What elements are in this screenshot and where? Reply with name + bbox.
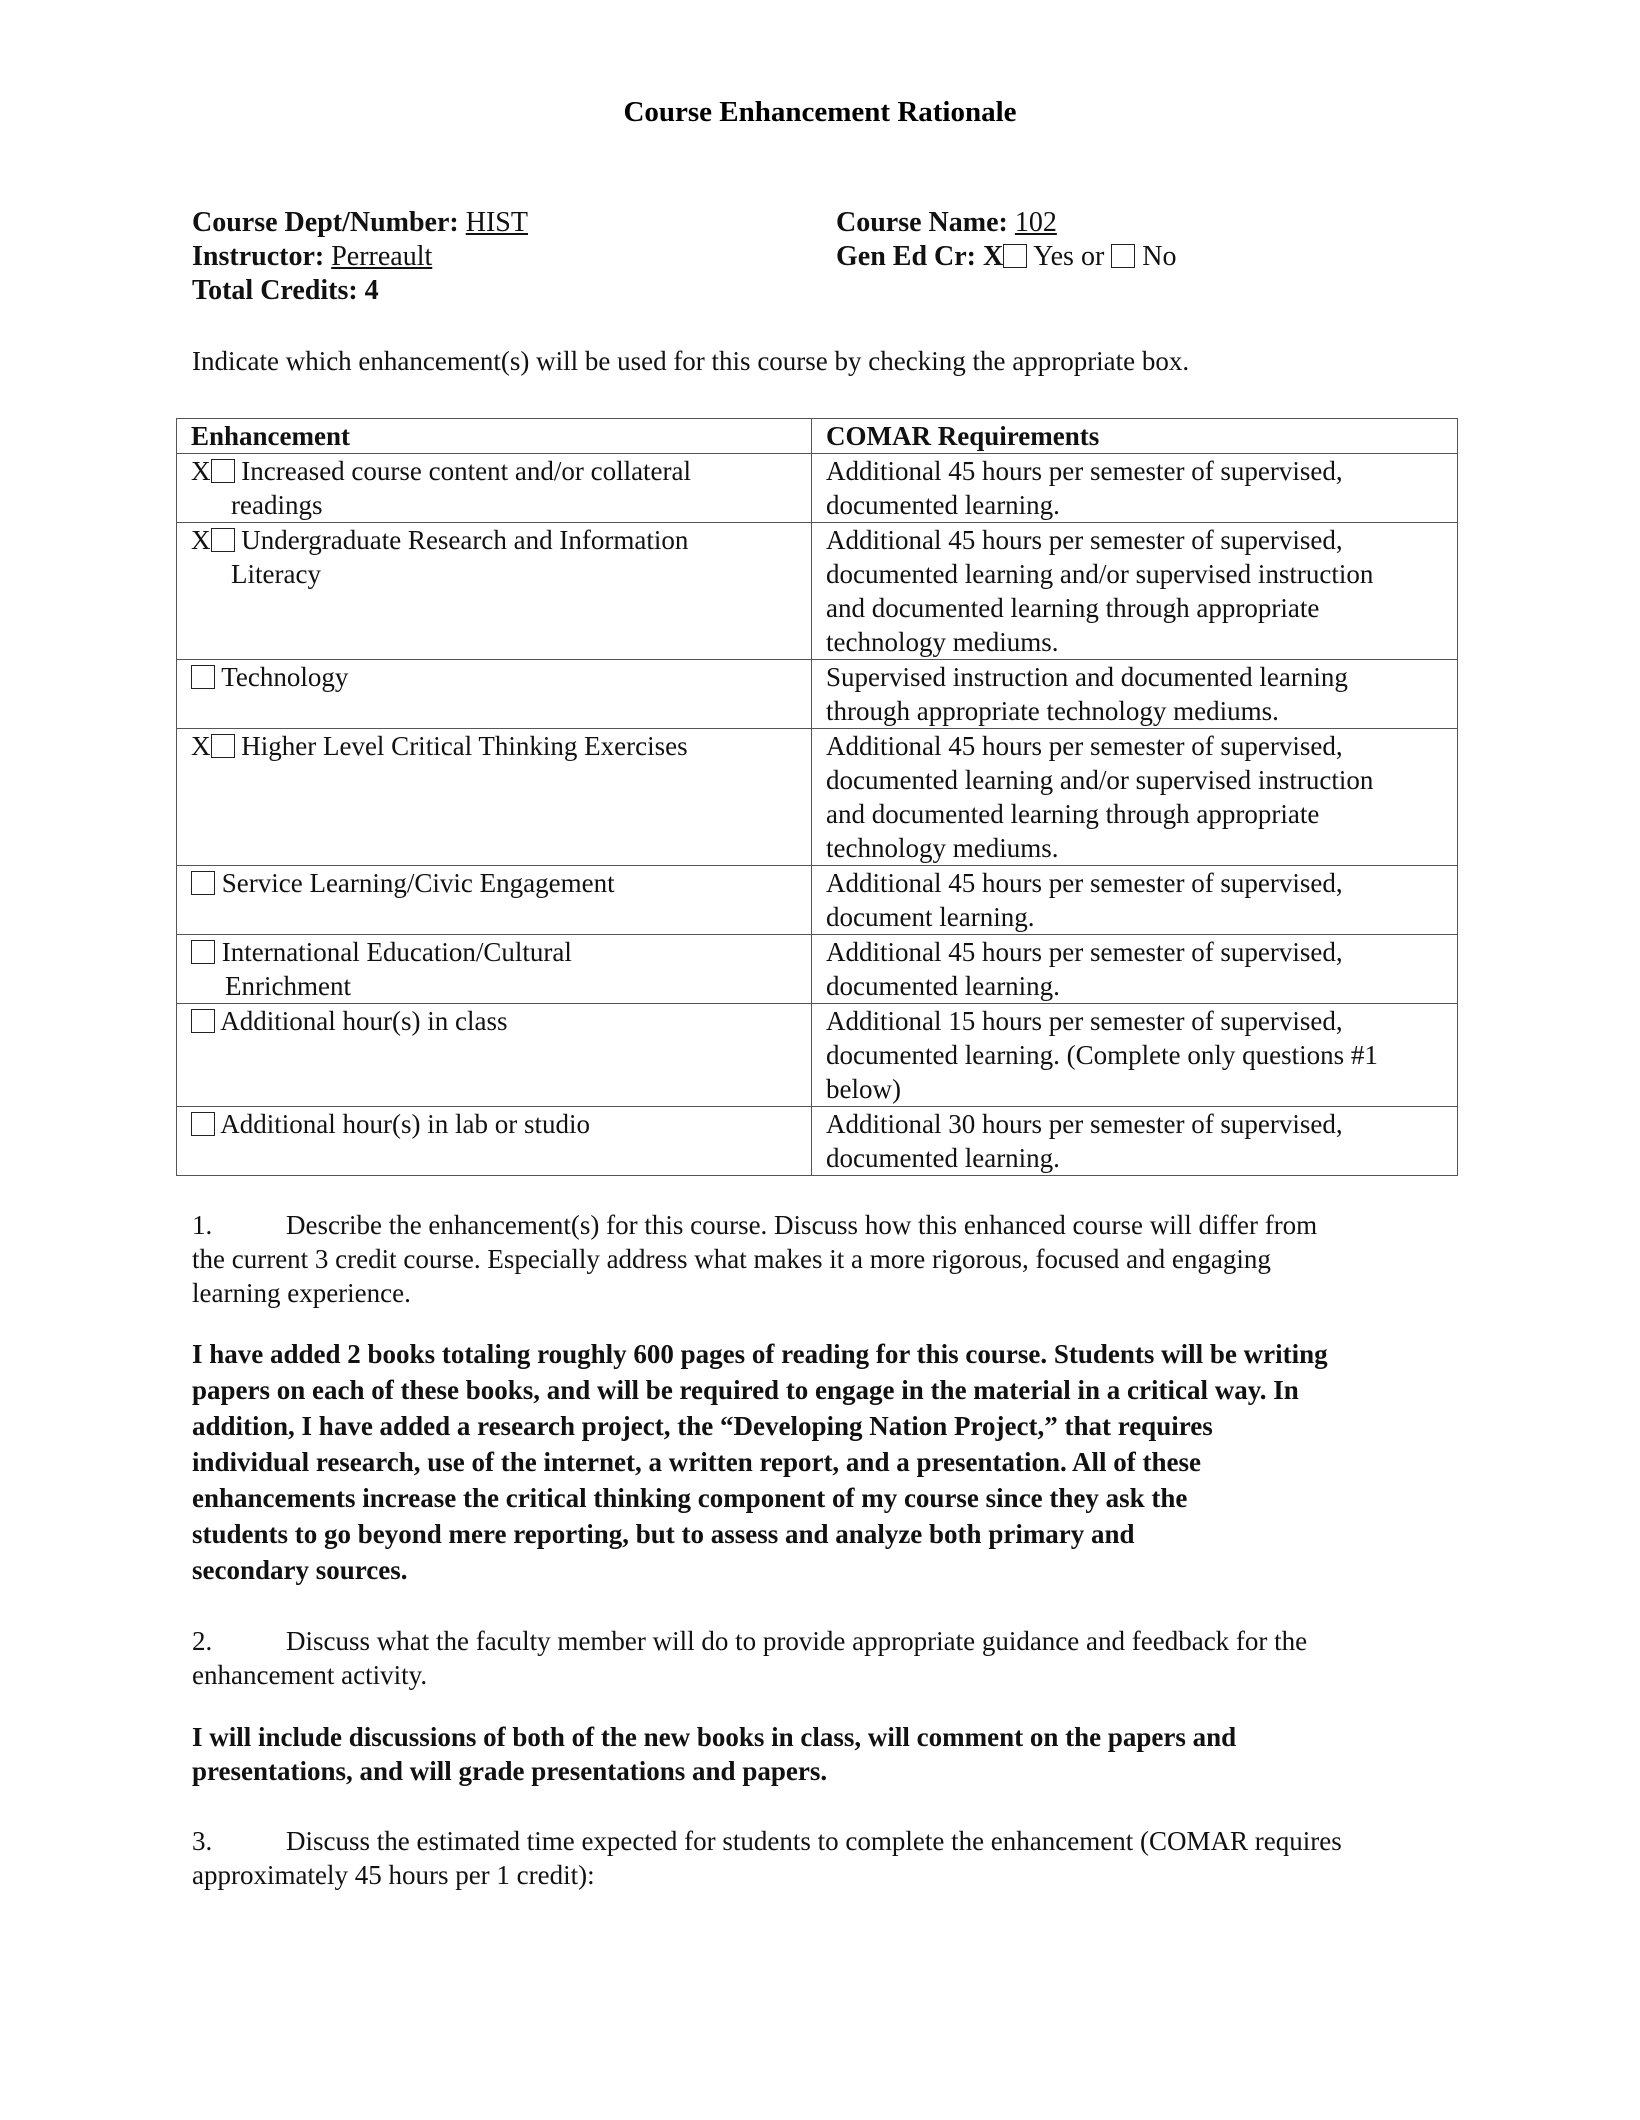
requirement-cell — [812, 1107, 1458, 1176]
requirement-cell — [812, 523, 1458, 660]
enhancement-cell — [177, 866, 812, 935]
table-row — [177, 523, 1458, 660]
answer-line: individual research, use of the internet, a written report, and a presentation. All of these — [192, 1447, 1201, 1477]
check-mark: X — [191, 456, 211, 486]
enhancement-label: Additional hour(s) in lab or studio — [220, 1109, 590, 1139]
answer-line: enhancements increase the critical thinking component of my course since they ask the — [192, 1483, 1188, 1513]
gen-ed-yes-checkbox[interactable] — [1003, 244, 1027, 268]
question-number: 3. — [192, 1826, 213, 1856]
enhancement-label-cont: Enrichment — [225, 971, 351, 1001]
question-number: 1. — [192, 1210, 213, 1240]
page-title: Course Enhancement Rationale — [623, 96, 1017, 128]
answer-line: secondary sources. — [192, 1555, 408, 1585]
enhancement-label: Undergraduate Research and Information — [241, 525, 689, 555]
enhancement-cell — [177, 523, 812, 660]
question-2 — [192, 1624, 1452, 1692]
question-number: 2. — [192, 1626, 213, 1656]
table-row — [177, 1107, 1458, 1176]
enhancement-checkbox[interactable] — [191, 1009, 215, 1033]
answer-line: presentations, and will grade presentations and papers. — [192, 1756, 828, 1786]
table-row — [177, 660, 1458, 729]
requirement-line: Additional 30 hours per semester of supervised, — [826, 1109, 1343, 1139]
question-text-cont: approximately 45 hours per 1 credit): — [192, 1860, 595, 1890]
enhancement-checkbox[interactable] — [191, 940, 215, 964]
requirement-line: Additional 45 hours per semester of supervised, — [826, 868, 1343, 898]
gen-ed-no-checkbox[interactable] — [1111, 244, 1135, 268]
instructor-value: Perreault — [331, 241, 433, 272]
check-mark: X — [191, 731, 211, 761]
requirement-line: documented learning. — [826, 490, 1060, 520]
course-name-value: 102 — [1014, 207, 1057, 238]
dept-label: Course Dept/Number: — [192, 207, 459, 238]
total-credits: Total Credits: 4 — [192, 275, 379, 306]
table-row — [177, 935, 1458, 1004]
requirement-cell — [812, 660, 1458, 729]
gen-ed-no-label: No — [1142, 241, 1177, 272]
requirement-line: documented learning and/or supervised instruction — [826, 765, 1374, 795]
check-mark: X — [191, 525, 211, 555]
enhancement-cell — [177, 1107, 812, 1176]
requirement-line: Additional 45 hours per semester of supervised, — [826, 937, 1343, 967]
enhancement-label: International Education/Cultural — [221, 937, 572, 967]
requirement-line: documented learning and/or supervised instruction — [826, 559, 1374, 589]
requirement-line: Additional 45 hours per semester of supervised, — [826, 731, 1343, 761]
requirement-line: and documented learning through appropriate — [826, 593, 1320, 623]
answer-line: students to go beyond mere reporting, but to assess and analyze both primary and — [192, 1519, 1135, 1549]
table-row — [177, 866, 1458, 935]
requirement-line: Supervised instruction and documented learning — [826, 662, 1348, 692]
enhancement-cell — [177, 729, 812, 866]
question-text: Describe the enhancement(s) for this course. Discuss how this enhanced course will differ from — [286, 1210, 1318, 1240]
requirement-line: documented learning. (Complete only questions #1 — [826, 1040, 1378, 1070]
enhancement-cell — [177, 660, 812, 729]
answer-line: I have added 2 books totaling roughly 600 pages of reading for this course. Students will be writing — [192, 1339, 1328, 1369]
enhancement-checkbox[interactable] — [191, 1112, 215, 1136]
comar-column-header: COMAR Requirements — [812, 419, 1458, 454]
question-text: Discuss the estimated time expected for students to complete the enhancement (COMAR requires — [286, 1826, 1342, 1856]
requirement-line: technology mediums. — [826, 627, 1059, 657]
requirement-cell — [812, 729, 1458, 866]
answer-line: addition, I have added a research project, the “Developing Nation Project,” that requires — [192, 1411, 1213, 1441]
requirement-cell — [812, 1004, 1458, 1107]
requirement-line: document learning. — [826, 902, 1035, 932]
requirement-line: and documented learning through appropriate — [826, 799, 1320, 829]
answer-line: I will include discussions of both of the new books in class, will comment on the papers and — [192, 1722, 1237, 1752]
enhancement-cell — [177, 1004, 812, 1107]
question-text-cont: enhancement activity. — [192, 1660, 428, 1690]
requirement-line: technology mediums. — [826, 833, 1059, 863]
question-text: Discuss what the faculty member will do to provide appropriate guidance and feedback for the — [286, 1626, 1308, 1656]
instructions-text: Indicate which enhancement(s) will be used for this course by checking the appropriate box. — [192, 346, 1190, 376]
requirement-line: Additional 45 hours per semester of supervised, — [826, 525, 1343, 555]
course-name-line — [836, 206, 1436, 240]
enhancement-table — [176, 418, 1458, 1176]
requirement-line: documented learning. — [826, 971, 1060, 1001]
course-info-left — [192, 206, 812, 308]
requirement-line: documented learning. — [826, 1143, 1060, 1173]
requirement-line: through appropriate technology mediums. — [826, 696, 1279, 726]
enhancement-label-cont: readings — [231, 490, 323, 520]
answer-1 — [192, 1336, 1452, 1588]
enhancement-checkbox[interactable] — [211, 459, 235, 483]
answer-2 — [192, 1720, 1452, 1788]
enhancement-cell — [177, 454, 812, 523]
instructor-line — [192, 240, 812, 274]
enhancement-label: Increased course content and/or collateral — [241, 456, 692, 486]
question-text-cont: the current 3 credit course. Especially address what makes it a more rigorous, focused and engaging — [192, 1244, 1271, 1274]
instructor-label: Instructor: — [192, 241, 325, 272]
answer-line: papers on each of these books, and will be required to engage in the material in a critical way. In — [192, 1375, 1299, 1405]
course-name-label: Course Name: — [836, 207, 1008, 238]
dept-value: HIST — [465, 207, 528, 238]
enhancement-label: Service Learning/Civic Engagement — [221, 868, 615, 898]
course-info-right — [836, 206, 1436, 274]
gen-ed-line — [836, 240, 1436, 274]
requirement-line: Additional 45 hours per semester of supervised, — [826, 456, 1343, 486]
table-row — [177, 454, 1458, 523]
enhancement-label-cont: Literacy — [231, 559, 321, 589]
enhancement-checkbox[interactable] — [191, 665, 215, 689]
table-row — [177, 729, 1458, 866]
enhancement-label: Higher Level Critical Thinking Exercises — [241, 731, 688, 761]
requirement-cell — [812, 866, 1458, 935]
question-3 — [192, 1824, 1452, 1892]
question-1 — [192, 1208, 1452, 1310]
enhancement-cell — [177, 935, 812, 1004]
gen-ed-yes-mark: X — [983, 241, 1004, 272]
enhancement-checkbox[interactable] — [191, 871, 215, 895]
credits-line — [192, 274, 812, 308]
gen-ed-yes-label: Yes or — [1033, 241, 1105, 272]
dept-line — [192, 206, 812, 240]
requirement-cell — [812, 454, 1458, 523]
enhancement-checkbox[interactable] — [211, 734, 235, 758]
requirement-line: Additional 15 hours per semester of supervised, — [826, 1006, 1343, 1036]
enhancement-checkbox[interactable] — [211, 528, 235, 552]
enhancement-label: Additional hour(s) in class — [220, 1006, 508, 1036]
gen-ed-label: Gen Ed Cr: — [836, 241, 976, 272]
enhancement-label: Technology — [221, 662, 349, 692]
enhancement-column-header: Enhancement — [177, 419, 812, 454]
requirement-cell — [812, 935, 1458, 1004]
table-row — [177, 1004, 1458, 1107]
question-text-cont: learning experience. — [192, 1278, 411, 1308]
table-header-row — [177, 419, 1458, 454]
requirement-line: below) — [826, 1074, 901, 1104]
